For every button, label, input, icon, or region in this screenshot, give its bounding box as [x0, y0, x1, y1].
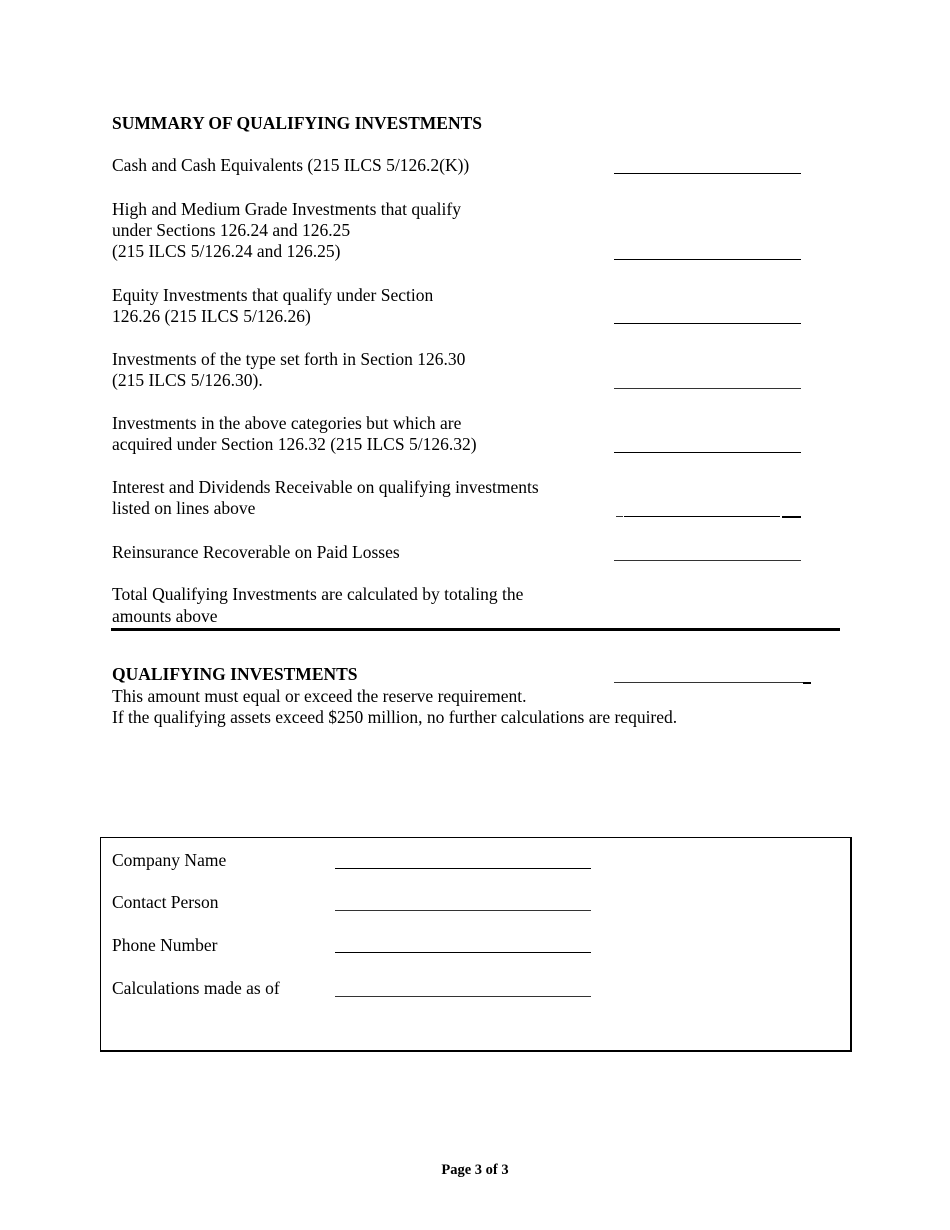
phone-number-label: Phone Number	[112, 935, 218, 955]
interest-amount-stub-left	[616, 516, 623, 517]
row-total-line-2: amounts above	[112, 606, 218, 626]
phone-number-field[interactable]	[335, 952, 591, 953]
row-section130-line-2: (215 ILCS 5/126.30).	[112, 370, 263, 390]
row-section130-line-1: Investments of the type set forth in Section 126.30	[112, 349, 466, 369]
calculations-date-field[interactable]	[335, 996, 591, 997]
equity-amount-field[interactable]	[614, 323, 801, 324]
section132-amount-field[interactable]	[614, 452, 801, 453]
interest-amount-field[interactable]	[624, 516, 780, 517]
row-total-line-1: Total Qualifying Investments are calculated by totaling the	[112, 584, 524, 604]
row-grade-line-1: High and Medium Grade Investments that qualify	[112, 199, 461, 219]
company-name-field[interactable]	[335, 868, 591, 869]
company-name-label: Company Name	[112, 850, 227, 870]
row-interest-line-2: listed on lines above	[112, 498, 256, 518]
qualifying-heading: QUALIFYING INVESTMENTS	[112, 664, 358, 684]
qualifying-note-1: This amount must equal or exceed the reserve requirement.	[112, 686, 527, 706]
row-grade-line-2: under Sections 126.24 and 126.25	[112, 220, 351, 240]
page-number: Page 3 of 3	[441, 1162, 509, 1178]
contact-person-field[interactable]	[335, 910, 591, 911]
qualifying-amount-field[interactable]	[614, 682, 804, 683]
row-section132-line-2: acquired under Section 126.32 (215 ILCS 5/126.32)	[112, 434, 477, 454]
row-equity-line-2: 126.26 (215 ILCS 5/126.26)	[112, 306, 311, 326]
row-grade-line-3: (215 ILCS 5/126.24 and 126.25)	[112, 241, 341, 261]
row-section132-line-1: Investments in the above categories but which are	[112, 413, 462, 433]
row-cash-line-1: Cash and Cash Equivalents (215 ILCS 5/126.2(K))	[112, 155, 470, 175]
contact-person-label: Contact Person	[112, 892, 219, 912]
row-equity-line-1: Equity Investments that qualify under Section	[112, 285, 434, 305]
section-divider	[111, 628, 840, 631]
summary-heading: SUMMARY OF QUALIFYING INVESTMENTS	[112, 113, 482, 133]
calculations-date-label: Calculations made as of	[112, 978, 280, 998]
interest-amount-stub-right	[782, 516, 801, 518]
grade-amount-field[interactable]	[614, 259, 801, 260]
qualifying-note-2: If the qualifying assets exceed $250 million, no further calculations are required.	[112, 707, 678, 727]
row-reinsurance-line-1: Reinsurance Recoverable on Paid Losses	[112, 542, 400, 562]
reinsurance-amount-field[interactable]	[614, 560, 801, 561]
cash-amount-field[interactable]	[614, 173, 801, 174]
qualifying-amount-stub	[803, 682, 811, 684]
section130-amount-field[interactable]	[614, 388, 801, 389]
row-interest-line-1: Interest and Dividends Receivable on qualifying investments	[112, 477, 539, 497]
